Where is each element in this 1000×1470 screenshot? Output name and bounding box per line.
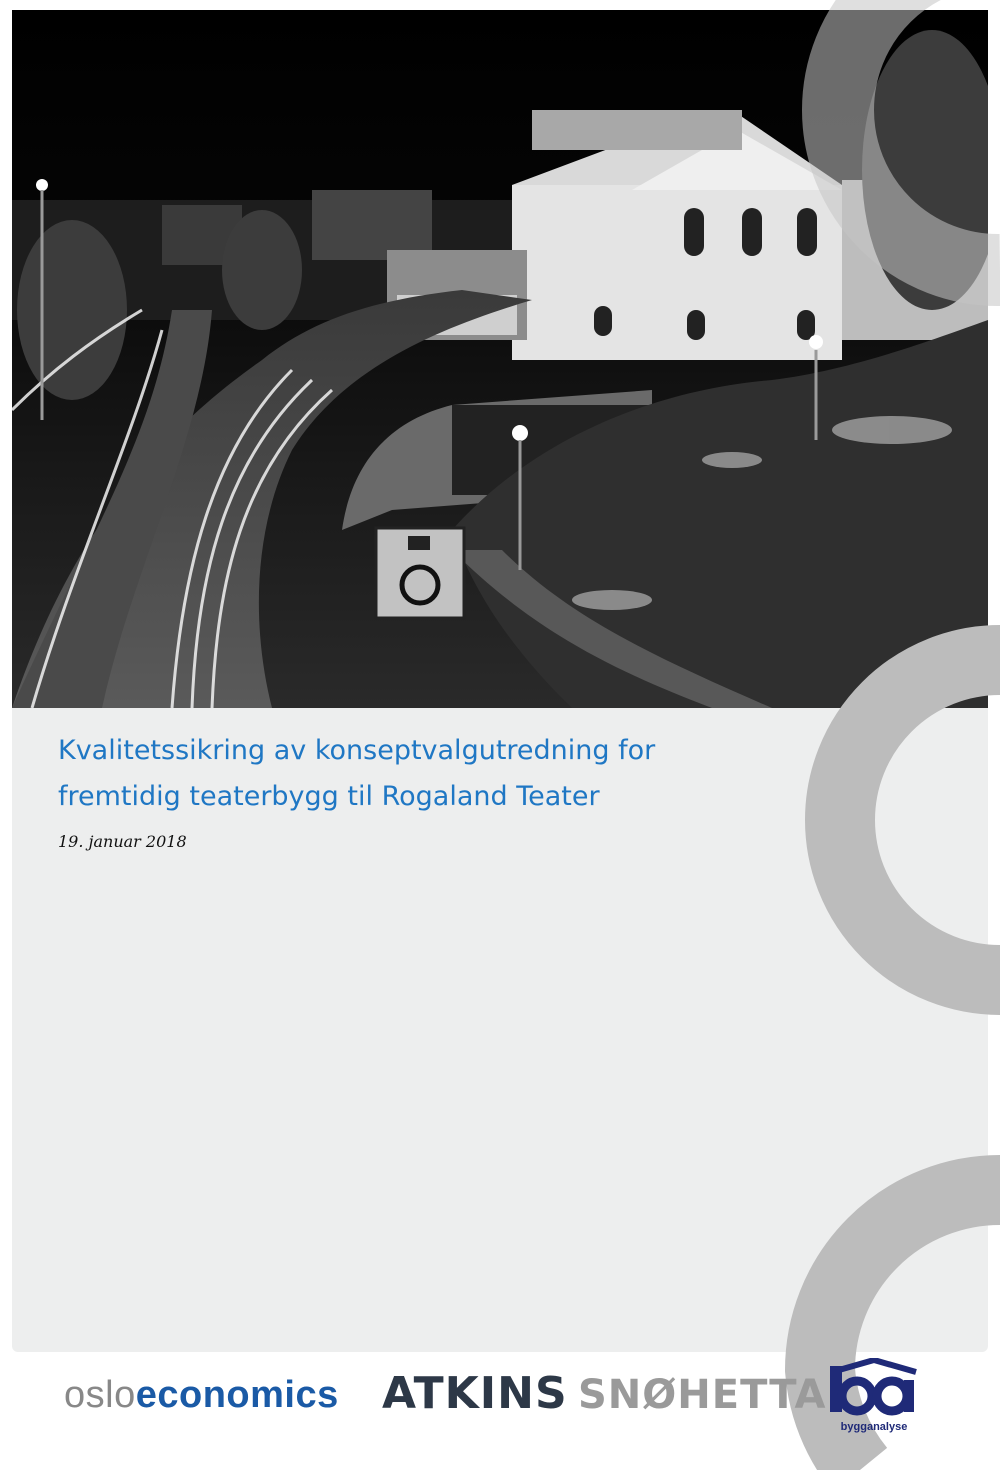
snohetta-logo: SNØHETTA bbox=[578, 1372, 827, 1418]
cover-photo bbox=[12, 10, 988, 708]
bygganalyse-logo bbox=[824, 1358, 924, 1438]
partner-logos bbox=[0, 1356, 1000, 1470]
night-street-photo bbox=[12, 10, 988, 708]
bygganalyse-caption: bygganalyse bbox=[840, 1421, 908, 1433]
atkins-logo: ATKINS bbox=[382, 1368, 568, 1419]
document-date: 19. januar 2018 bbox=[58, 832, 187, 851]
osloeconomics-logo bbox=[64, 1374, 339, 1417]
oslo-suffix: economics bbox=[135, 1374, 339, 1416]
document-title: Kvalitetssikring av konseptvalgutredning for fremtidig teaterbygg til Rogaland Teater bbox=[58, 735, 656, 812]
photo-credit: foto: Jostein Husebø bbox=[857, 688, 968, 702]
oslo-prefix: oslo bbox=[64, 1374, 136, 1416]
